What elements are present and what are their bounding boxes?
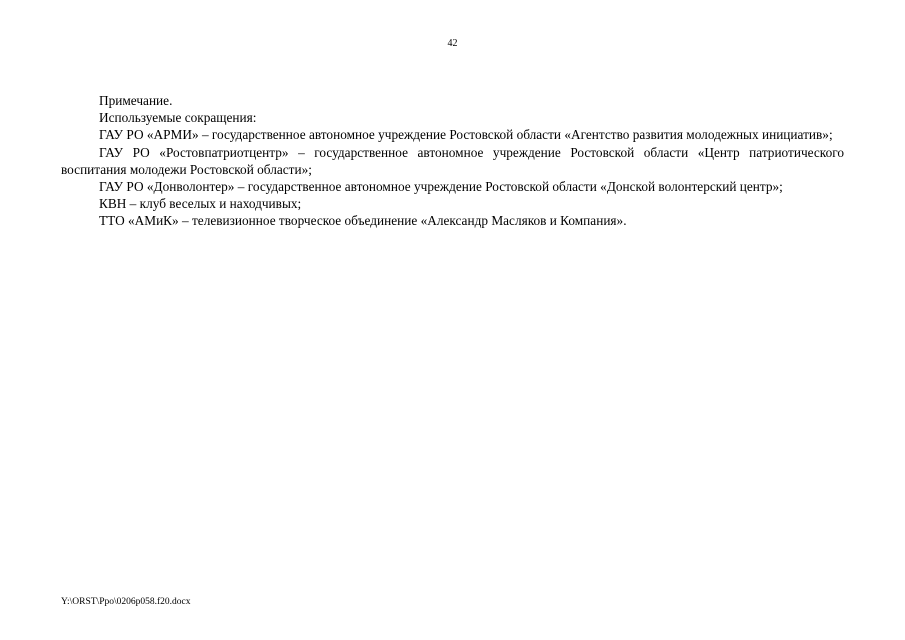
abbreviation-armi: ГАУ РО «АРМИ» – государственное автономное учреждение Ростовской области «Агентство развития молодежных инициатив»; bbox=[99, 127, 833, 143]
abbreviation-tto-amik: ТТО «АМиК» – телевизионное творческое объединение «Александр Масляков и Компания». bbox=[99, 213, 627, 229]
abbreviation-donvolonter: ГАУ РО «Донволонтер» – государственное автономное учреждение Ростовской области «Донской волонтерский центр»; bbox=[99, 179, 783, 195]
page-number: 42 bbox=[447, 38, 458, 49]
footer-file-path: Y:\ORST\Ppo\0206p058.f20.docx bbox=[61, 597, 191, 607]
abbreviations-heading: Используемые сокращения: bbox=[99, 110, 257, 126]
note-title: Примечание. bbox=[99, 93, 173, 108]
note-section bbox=[61, 92, 844, 230]
abbreviation-kvn: КВН – клуб веселых и находчивых; bbox=[99, 196, 302, 212]
abbreviation-rostovpatriotcentr: ГАУ РО «Ростовпатриотцентр» – государственное автономное учреждение Ростовской области «Центр патриотического воспитания молодежи Ростовской области»; bbox=[61, 144, 844, 177]
